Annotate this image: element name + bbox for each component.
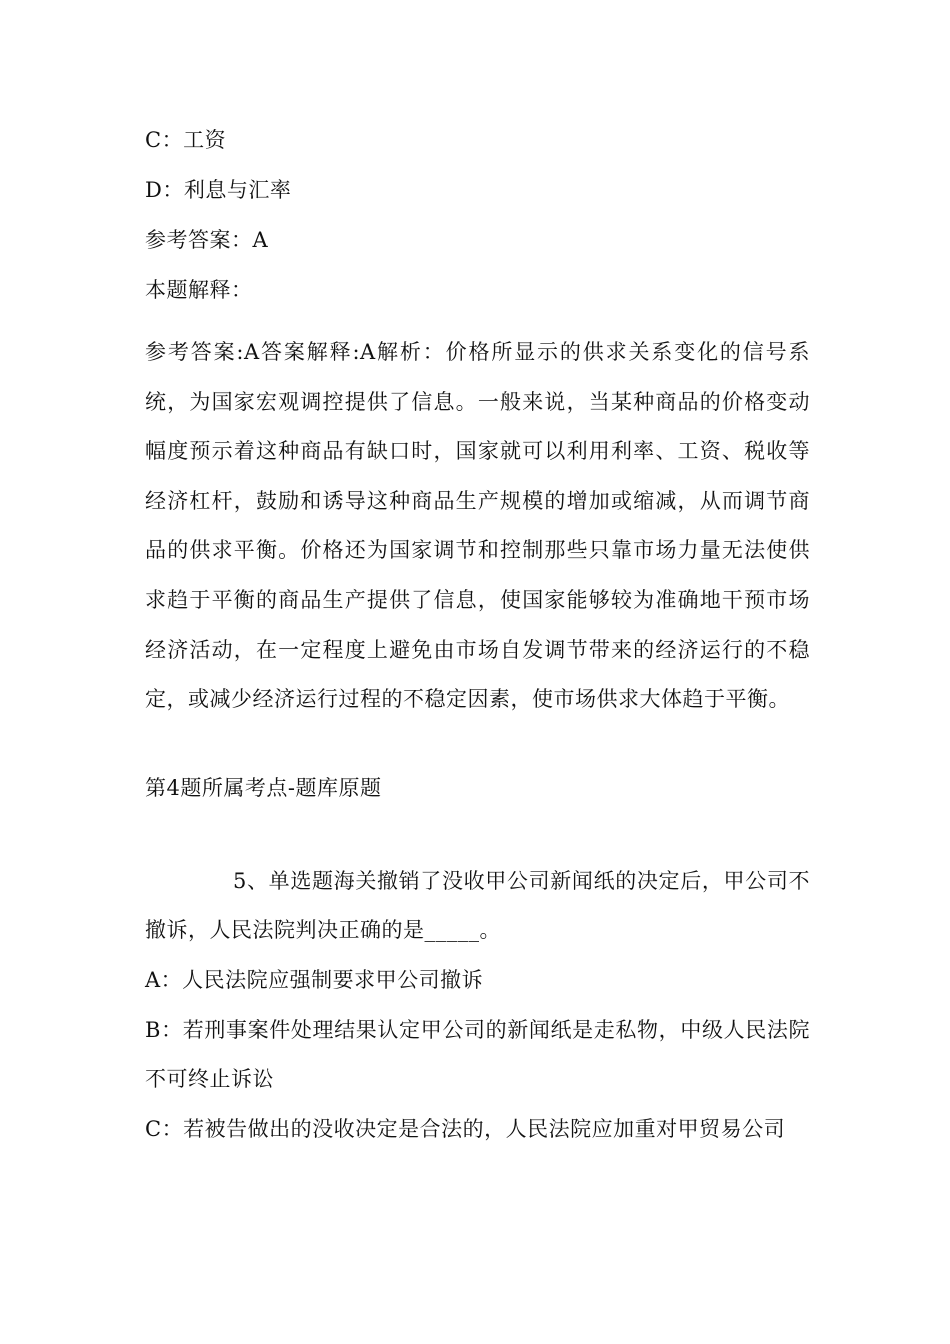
explanation-label: 本题解释： (145, 278, 253, 302)
question-5-stem: 5、单选题海关撤销了没收甲公司新闻纸的决定后，甲公司不撤诉，人民法院判决正确的是_____。 (145, 868, 810, 943)
question-5-option-b: B：若刑事案件处理结果认定甲公司的新闻纸是走私物，中级人民法院不可终止诉讼 (145, 1017, 810, 1092)
prev-option-c: C：工资 (145, 128, 227, 152)
explanation-text: 参考答案:A答案解释:A解析：价格所显示的供求关系变化的信号系统，为国家宏观调控提供了信息。一般来说，当某种商品的价格变动幅度预示着这种商品有缺口时，国家就可以利用利率、工资、税收等经济杠杆，鼓励和诱导这种商品生产规模的增加或缩减，从而调节商品的供求平衡。价格还为国家调节和控制那些只靠市场力量无法使供求趋于平衡的商品生产提供了信息，使国家能够较为准确地干预市场经济活动，在一定程度上避免由市场自发调节带来的经济运行的不稳定，或减少经济运行过程的不稳定因素，使市场供求大体趋于平衡。 (145, 340, 810, 712)
document-page (145, 128, 810, 1154)
question-5-option-c: C：若被告做出的没收决定是合法的，人民法院应加重对甲贸易公司 (145, 1116, 786, 1141)
prev-option-d: D：利息与汇率 (145, 178, 292, 202)
prev-answer: 参考答案：A (145, 228, 269, 252)
topic-tag: 第4题所属考点-题库原题 (145, 775, 382, 800)
question-5-option-a: A：人民法院应强制要求甲公司撤诉 (145, 967, 484, 992)
